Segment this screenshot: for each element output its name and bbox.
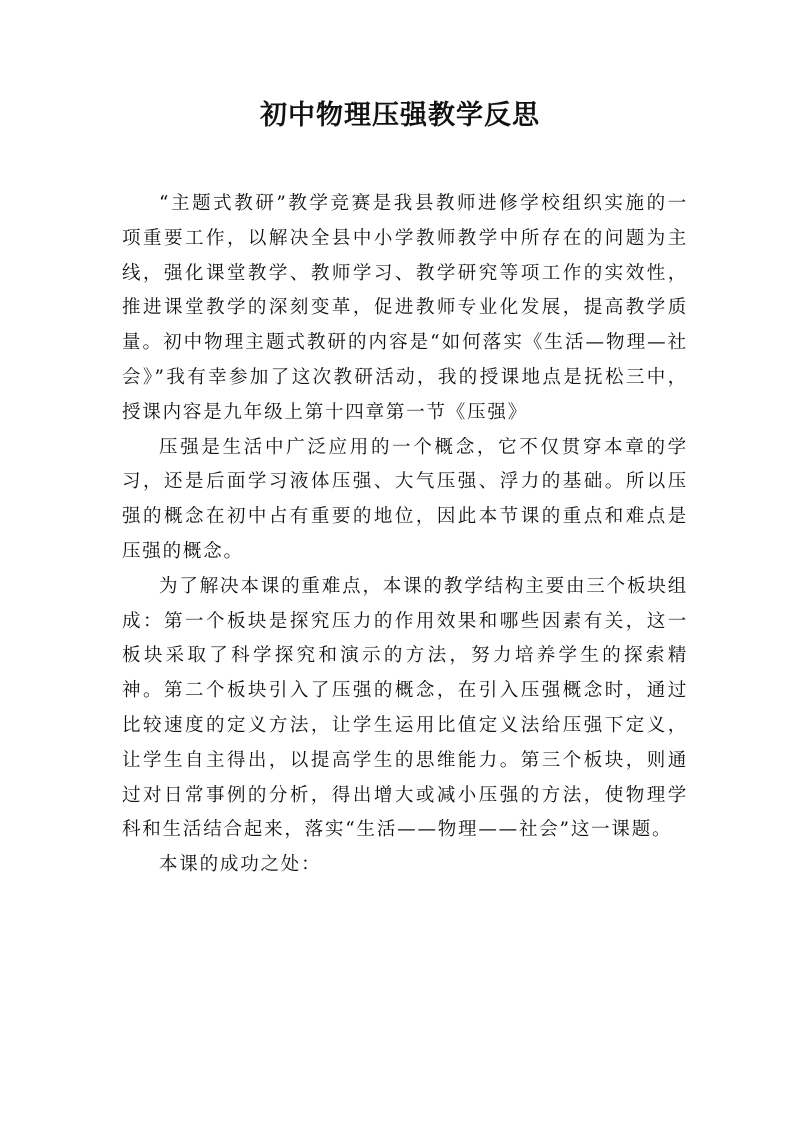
- paragraph-4: 本课的成功之处：: [159, 854, 322, 876]
- document-body: [122, 187, 688, 883]
- paragraph-1: “主题式教研”教学竞赛是我县教师进修学校组织实施的一项重要工作，以解决全县中小学教师教学中所存在的问题为主线，强化课堂教学、教师学习、教学研究等项工作的实效性，推进课堂教学的深刻变革，促进教师专业化发展，提高教学质量。初中物理主题式教研的内容是“如何落实《生活—物理—社会》”我有幸参加了这次教研活动，我的授课地点是抚松三中，授课内容是九年级上第十四章第一节《压强》: [122, 193, 688, 423]
- paragraph-2: 压强是生活中广泛应用的一个概念，它不仅贯穿本章的学习，还是后面学习液体压强、大气压强、浮力的基础。所以压强的概念在初中占有重要的地位，因此本节课的重点和难点是压强的概念。: [122, 436, 688, 562]
- document-title: 初中物理压强教学反思: [260, 100, 540, 131]
- paragraph-3: 为了解决本课的重难点，本课的教学结构主要由三个板块组成：第一个板块是探究压力的作用效果和哪些因素有关，这一板块采取了科学探究和演示的方法，努力培养学生的探索精神。第二个板块引入了压强的概念，在引入压强概念时，通过比较速度的定义方法，让学生运用比值定义法给压强下定义，让学生自主得出，以提高学生的思维能力。第三个板块，则通过对日常事例的分析，得出增大或减小压强的方法，使物理学科和生活结合起来，落实“生活——物理——社会”这一课题。: [122, 575, 688, 841]
